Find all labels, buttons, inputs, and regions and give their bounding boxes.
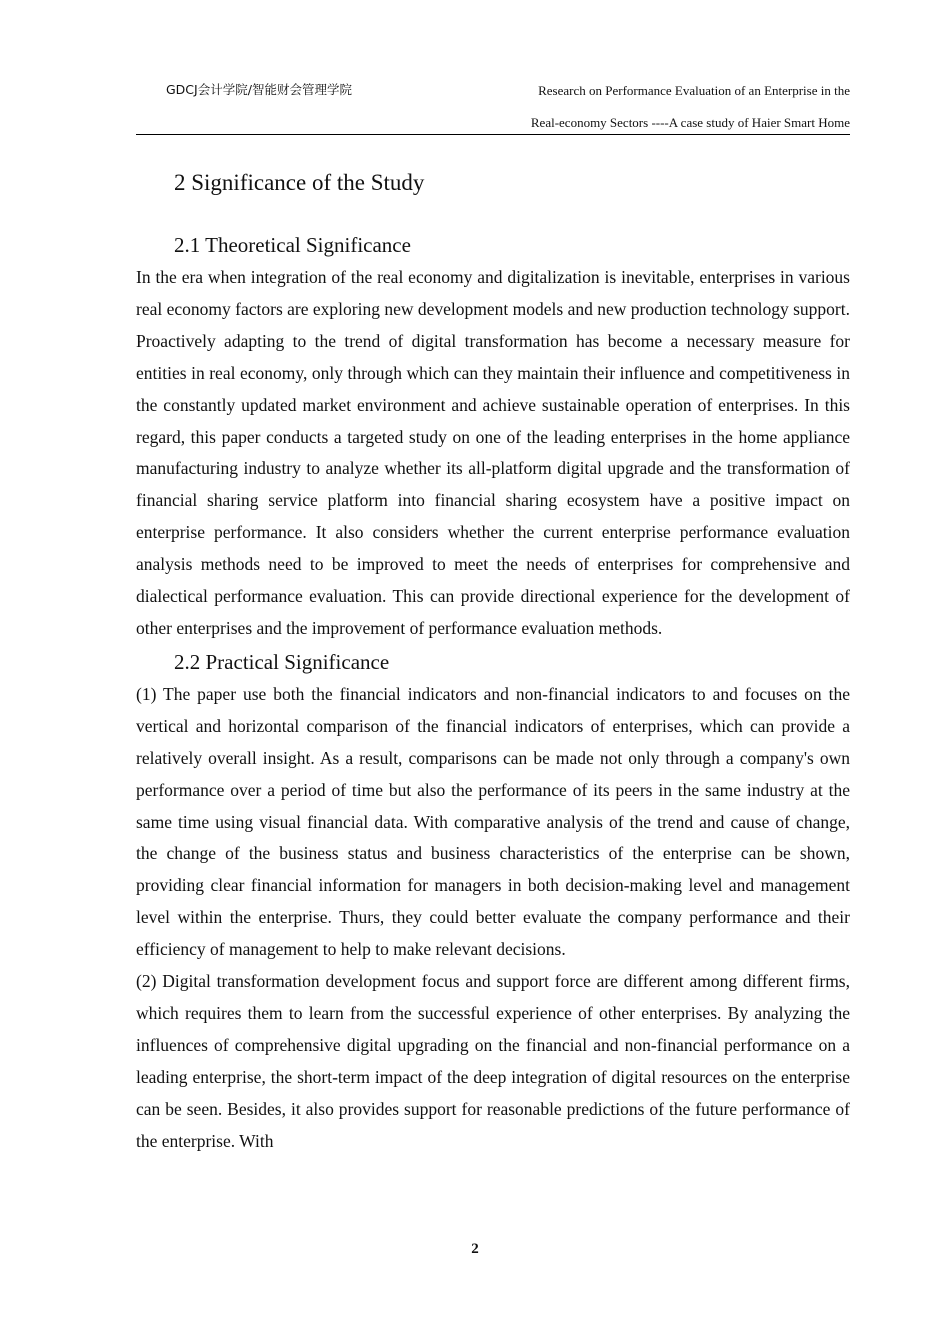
paragraph-theoretical: In the era when integration of the real economy and digitalization is inevitable, enterprises in various real economy factors are exploring new development models and new production technology support. Proactively adapting to the trend of digital transformation has become a necessary measure for entities in real economy, only through which can they maintain their influence and competitiveness in the constantly updated market environment and achieve sustainable operation of enterprises. In this regard, this paper conducts a targeted study on one of the leading enterprises in the home appliance manufacturing industry to analyze whether its all-platform digital upgrade and the transformation of financial sharing service platform into financial sharing ecosystem have a positive impact on enterprise performance. It also considers whether the current enterprise performance evaluation analysis methods need to be improved to meet the needs of enterprises for comprehensive and dialectical performance evaluation. This can provide directional experience for the development of other enterprises and the improvement of performance evaluation methods.	[136, 267, 850, 638]
paragraph-practical-2: (2) Digital transformation development focus and support force are different among different firms, which requires them to learn from the successful experience of other enterprises. By analyzing the influences of comprehensive digital upgrading on the financial and non-financial performance on a leading enterprise, the short-term impact of the deep integration of digital resources on the enterprise can be seen. Besides, it also provides support for reasonable predictions of the future performance of the enterprise. With	[136, 971, 850, 1151]
header-institution: GDCJ会计学院/智能财会管理学院	[166, 82, 352, 97]
paragraph-practical-1: (1) The paper use both the financial indicators and non-financial indicators to and focuses on the vertical and horizontal comparison of the financial indicators of enterprises, which can provide a relatively overall insight. As a result, comparisons can be made not only through a company's own performance over a period of time but also the performance of its peers in the same industry at the same time using visual financial data. With comparative analysis of the trend and cause of change, the change of the business status and business characteristics of the enterprise can be shown, providing clear financial information for managers in both decision-making level and management level within the enterprise. Thurs, they could better evaluate the company performance and their efficiency of management to help to make relevant decisions.	[136, 683, 850, 960]
page-header	[136, 78, 850, 135]
subsection-heading-theoretical: 2.1 Theoretical Significance	[174, 233, 411, 257]
section-heading: 2 Significance of the Study	[174, 170, 425, 195]
page-number: 2	[471, 1241, 479, 1257]
header-title-line-1: Research on Performance Evaluation of an Enterprise in the	[538, 83, 850, 98]
header-title-line-2: Real-economy Sectors ----A case study of Haier Smart Home	[530, 115, 850, 130]
subsection-heading-practical: 2.2 Practical Significance	[174, 649, 390, 674]
page-body	[136, 164, 850, 1157]
header-title	[531, 80, 850, 144]
